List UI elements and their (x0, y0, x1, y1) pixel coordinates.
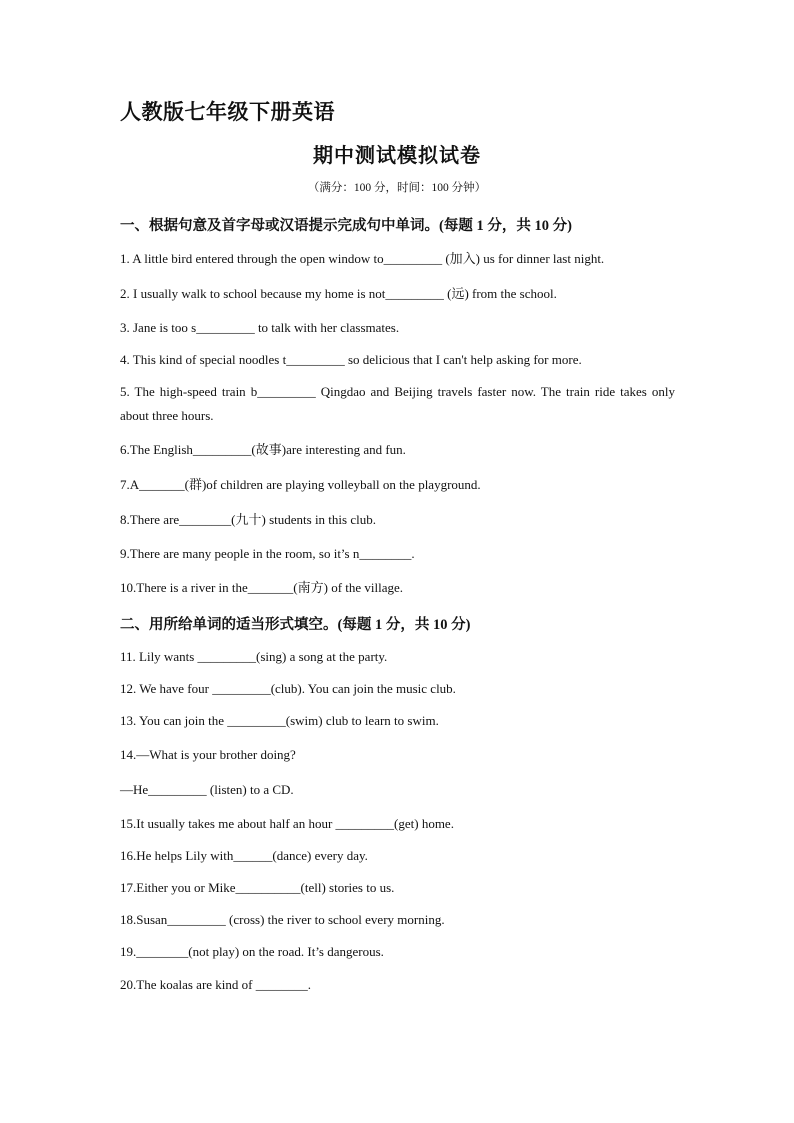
question-12: 12. We have four _________(club). You can join the music club. (120, 681, 456, 696)
question-11: 11. Lily wants _________(sing) a song at the party. (120, 649, 388, 664)
section-heading-1: 一、根据句意及首字母或汉语提示完成句中单词。(每题 1 分，共 10 分) (120, 218, 572, 234)
question-16: 16.He helps Lily with______(dance) every day. (120, 848, 368, 863)
document-title: 人教版七年级下册英语 (120, 100, 335, 124)
exam-title: 期中测试模拟试卷 (313, 145, 481, 167)
question-10: 10.There is a river in the_______(南方) of the village. (120, 580, 404, 595)
section-heading-2: 二、用所给单词的适当形式填空。(每题 1 分，共 10 分) (120, 617, 471, 633)
question-9: 9.There are many people in the room, so it’s n________. (120, 546, 415, 561)
question-17: 17.Either you or Mike__________(tell) stories to us. (120, 880, 395, 895)
question-20: 20.The koalas are kind of ________. (120, 977, 311, 992)
question-19: 19.________(not play) on the road. It’s dangerous. (120, 944, 384, 959)
exam-info: （满分：100 分，时间：100 分钟） (307, 182, 487, 194)
question-13: 13. You can join the _________(swim) club to learn to swim. (120, 713, 439, 728)
question-8: 8.There are________(九十) students in this club. (120, 512, 376, 527)
question-3: 3. Jane is too s_________ to talk with her classmates. (120, 320, 400, 335)
question-14-answer-line: —He_________ (listen) to a CD. (120, 782, 294, 797)
question-14: 14.—What is your brother doing? (120, 747, 296, 762)
question-5: 5. The high-speed train b_________ Qingdao and Beijing travels faster now. The train ride takes only about three hours. (120, 384, 675, 423)
question-4: 4. This kind of special noodles t_________ so delicious that I can't help asking for more. (120, 352, 582, 367)
question-6: 6.The English_________(故事)are interesting and fun. (120, 442, 406, 457)
question-2: 2. I usually walk to school because my home is not_________ (远) from the school. (120, 286, 557, 301)
question-15: 15.It usually takes me about half an hour _________(get) home. (120, 816, 454, 831)
question-7: 7.A_______(群)of children are playing volleyball on the playground. (120, 477, 481, 492)
question-18: 18.Susan_________ (cross) the river to school every morning. (120, 912, 445, 927)
question-1: 1. A little bird entered through the open window to_________ (加入) us for dinner last night. (120, 251, 605, 266)
